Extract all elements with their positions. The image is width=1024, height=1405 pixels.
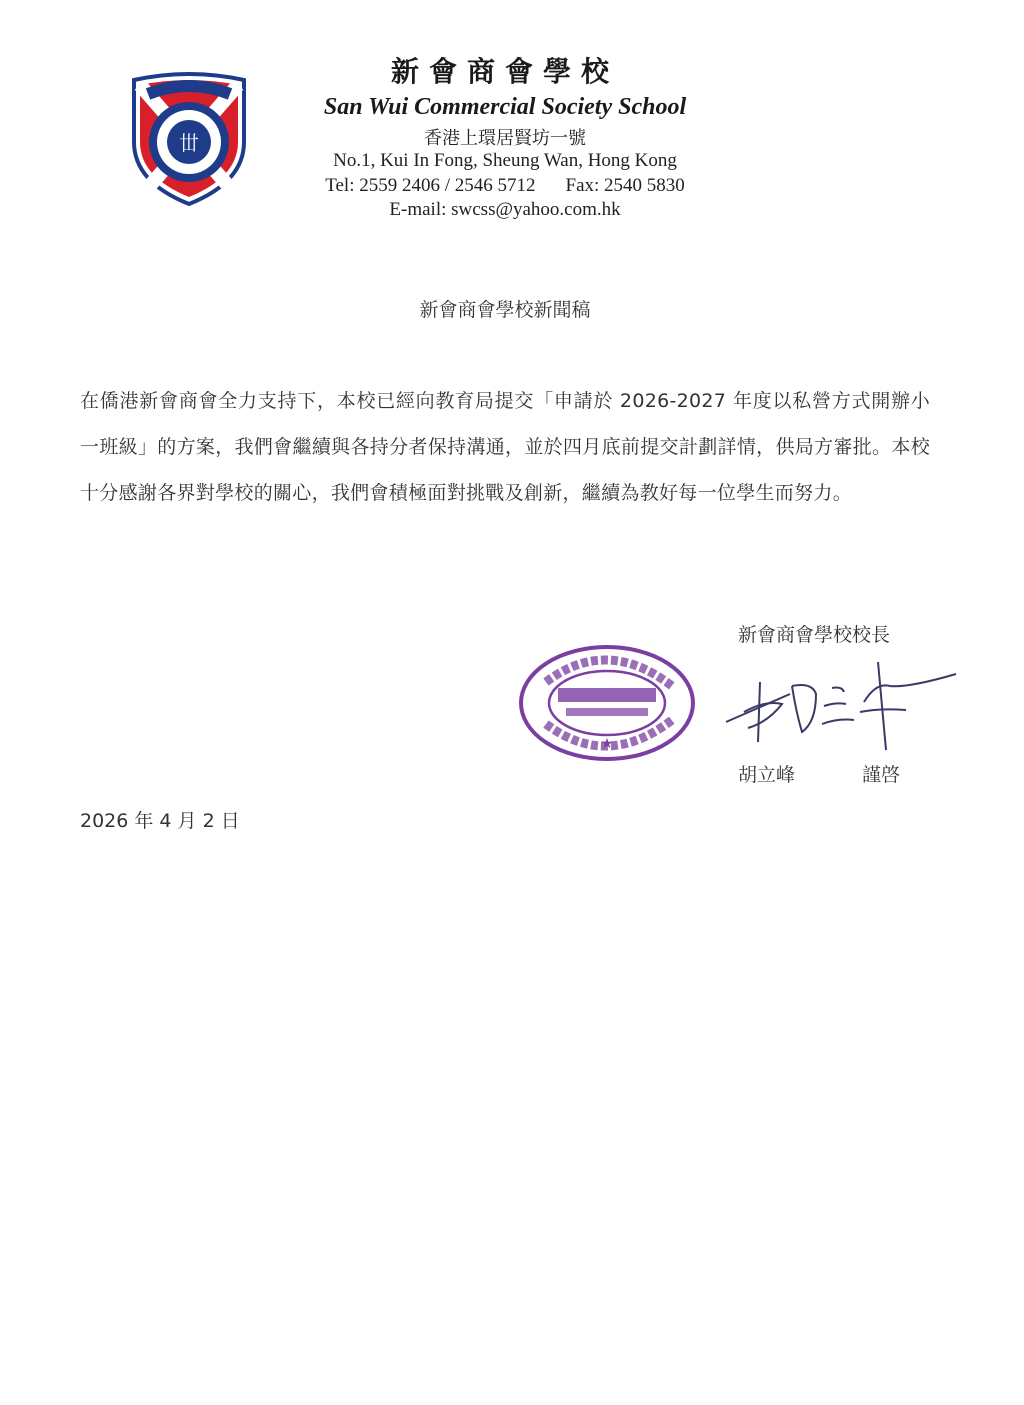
fax: Fax: 2540 5830 [565, 175, 685, 196]
press-release-body: 在僑港新會商會全力支持下，本校已經向教育局提交「申請於 2026-2027 年度以私營方式開辦小一班級」的方案，我們會繼續與各持分者保持溝通，並於四月底前提交計劃詳情，供局方審批。本校十分感謝各界對學校的關心，我們會積極面對挑戰及創新，繼續為教好每一位學生而努力。 [80, 390, 930, 504]
school-name-cn: 新會商會學校 [390, 55, 619, 88]
document-title: 新會商會學校新聞稿 [419, 299, 591, 321]
contact-line [280, 175, 730, 197]
svg-text:★: ★ [600, 736, 614, 752]
school-stamp-icon [516, 642, 698, 764]
telephone: Tel: 2559 2406 / 2546 5712 [325, 175, 536, 196]
closing-salutation: 謹啓 [862, 764, 901, 786]
letterhead [0, 0, 1024, 240]
handwritten-signature-icon [720, 652, 960, 752]
document-date: 2026 年 4 月 2 日 [80, 810, 240, 832]
signatory-title: 新會商會學校校長 [738, 624, 891, 646]
address-cn: 香港上環居賢坊一號 [424, 128, 586, 149]
svg-text:丗: 丗 [179, 131, 199, 155]
school-name-en: San Wui Commercial Society School [323, 94, 687, 120]
email: E-mail: swcss@yahoo.com.hk [389, 199, 621, 220]
signatory-name: 胡立峰 [738, 764, 796, 786]
address-en: No.1, Kui In Fong, Sheung Wan, Hong Kong [333, 150, 677, 171]
school-crest-icon [130, 72, 248, 206]
